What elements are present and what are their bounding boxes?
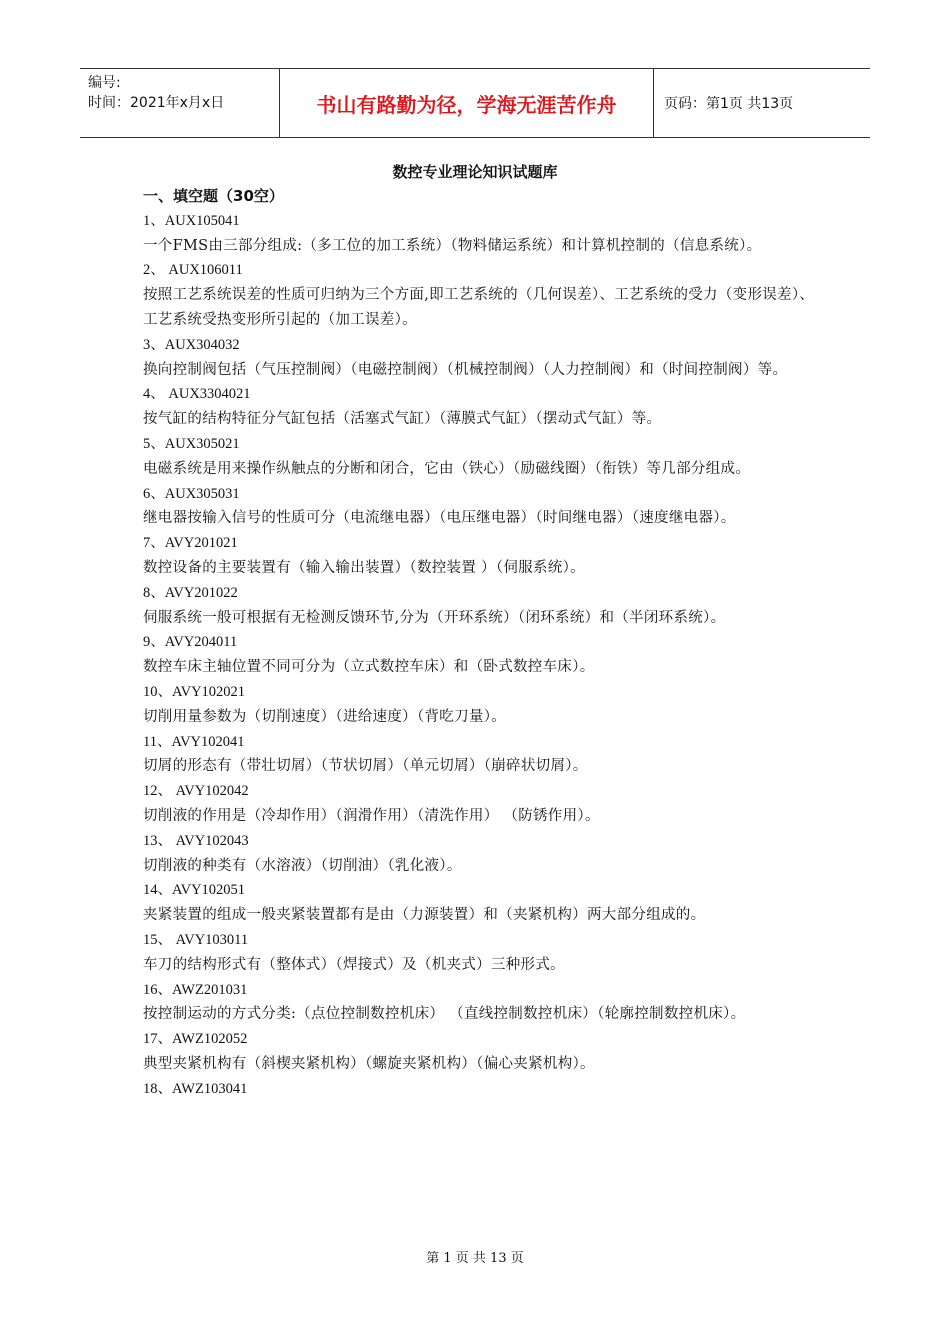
page-footer: 第 1 页 共 13 页 xyxy=(426,1251,524,1266)
question-text: 切屑的形态有（带壮切屑）（节状切屑）（单元切屑）（崩碎状切屑）。 xyxy=(143,758,588,775)
question-id: 1、AUX105041 xyxy=(143,212,240,229)
question-id: 3、AUX304032 xyxy=(143,336,240,353)
question-id: 18、AWZ103041 xyxy=(143,1080,248,1097)
header-meta xyxy=(80,69,280,137)
question-text: 夹紧装置的组成一般夹紧装置都有是由（力源装置）和（夹紧机构）两大部分组成的。 xyxy=(143,907,706,924)
question-text: 数控设备的主要装置有（输入输出装置）（数控装置 ）（伺服系统）。 xyxy=(143,559,585,576)
question-id: 6、AUX305031 xyxy=(143,485,240,502)
header-motto: 书山有路勤为径，学海无涯苦作舟 xyxy=(280,69,654,137)
question-text: 电磁系统是用来操作纵触点的分断和闭合，它由（铁心）（励磁线圈）（衔铁）等几部分组成。 xyxy=(143,460,751,477)
question-id: 11、AVY102041 xyxy=(143,733,245,750)
question-id: 16、AWZ201031 xyxy=(143,981,248,998)
question-list xyxy=(143,209,823,1102)
question-id: 13、 AVY102043 xyxy=(143,832,249,849)
document-body xyxy=(143,184,823,1101)
question-text: 换向控制阀包括（气压控制阀）（电磁控制阀）（机械控制阀）（人力控制阀）和（时间控制阀）等。 xyxy=(143,361,788,378)
question-text: 按气缸的结构特征分气缸包括（活塞式气缸）（薄膜式气缸）（摆动式气缸）等。 xyxy=(143,411,662,428)
question-id: 14、AVY102051 xyxy=(143,882,246,899)
time-label: 时间：2021年x月x日 xyxy=(88,95,225,111)
question-text: 切削液的作用是（冷却作用）（润滑作用）（清洗作用） （防锈作用）。 xyxy=(143,807,600,824)
question-id: 12、 AVY102042 xyxy=(143,783,249,800)
header-page-info: 页码：第1页 共13页 xyxy=(664,96,794,112)
question-text: 按照工艺系统误差的性质可归纳为三个方面,即工艺系统的（几何误差）、工艺系统的受力（变形误差）、工艺系统受热变形所引起的（加工误差）。 xyxy=(143,287,815,328)
page-header xyxy=(80,68,870,138)
question-text: 车刀的结构形式有（整体式）（焊接式）及（机夹式）三种形式。 xyxy=(143,956,565,973)
section-heading: 一、填空题（30空） xyxy=(143,187,284,205)
question-text: 按控制运动的方式分类:（点位控制数控机床） （直线控制数控机床）（轮廓控制数控机床）。 xyxy=(143,1006,746,1023)
question-id: 4、 AUX3304021 xyxy=(143,386,251,403)
question-text: 数控车床主轴位置不同可分为（立式数控车床）和（卧式数控车床）。 xyxy=(143,659,595,676)
question-id: 8、AVY201022 xyxy=(143,584,238,601)
question-id: 5、AUX305021 xyxy=(143,435,240,452)
question-id: 7、AVY201021 xyxy=(143,535,238,552)
question-text: 切削液的种类有（水溶液）（切削油）（乳化液）。 xyxy=(143,857,462,874)
question-text: 典型夹紧机构有（斜楔夹紧机构）（螺旋夹紧机构）（偏心夹紧机构）。 xyxy=(143,1055,595,1072)
question-id: 2、 AUX106011 xyxy=(143,262,243,279)
question-id: 10、AVY102021 xyxy=(143,683,246,700)
serial-label: 编号: xyxy=(88,75,121,91)
question-text: 一个FMS由三部分组成:（多工位的加工系统）（物料储运系统）和计算机控制的（信息系统）。 xyxy=(143,237,762,254)
question-id: 9、AVY204011 xyxy=(143,634,238,651)
question-text: 切削用量参数为（切削速度）（进给速度）（背吃刀量）。 xyxy=(143,708,507,725)
question-id: 15、 AVY103011 xyxy=(143,931,249,948)
question-text: 继电器按输入信号的性质可分（电流继电器）（电压继电器）（时间继电器）（速度继电器）。 xyxy=(143,510,736,527)
question-id: 17、AWZ102052 xyxy=(143,1031,248,1048)
question-text: 伺服系统一般可根据有无检测反馈环节,分为（开环系统）（闭环系统）和（半闭环系统）。 xyxy=(143,609,726,626)
document-title: 数控专业理论知识试题库 xyxy=(392,163,558,181)
